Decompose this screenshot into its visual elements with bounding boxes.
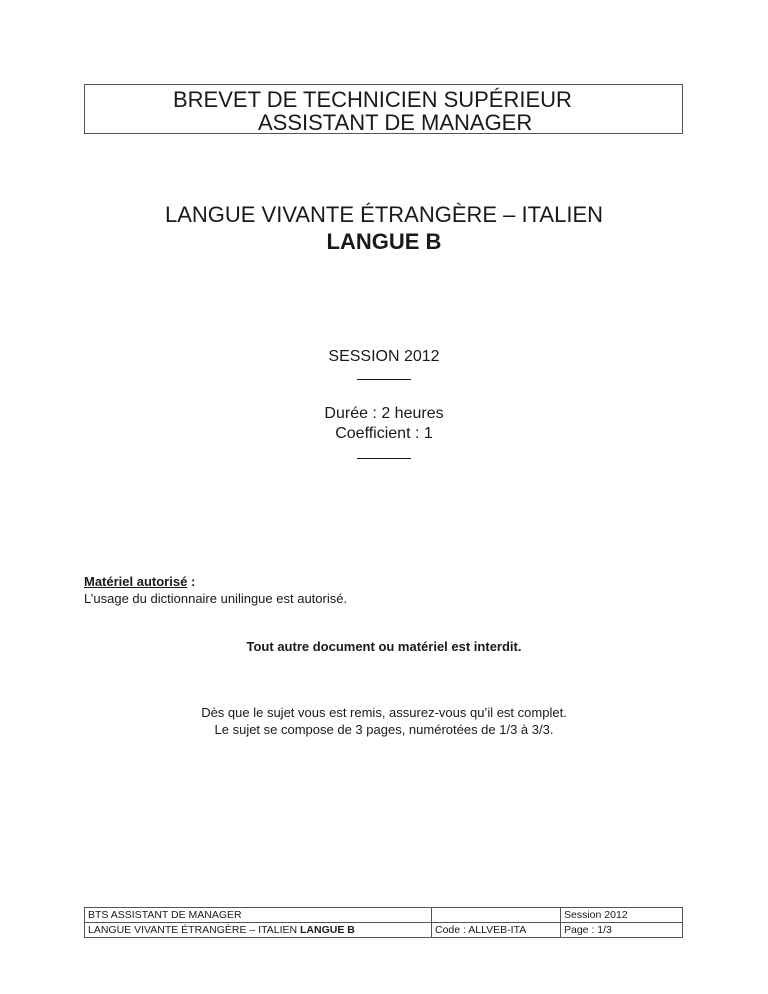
footer-exam-name: BTS ASSISTANT DE MANAGER bbox=[85, 908, 432, 923]
duration-label: Durée : 2 heures bbox=[324, 405, 444, 422]
instruction-line: Le sujet se compose de 3 pages, numérotées de 1/3 à 3/3. bbox=[214, 722, 554, 737]
footer-table bbox=[84, 907, 683, 938]
footer-session: Session 2012 bbox=[561, 908, 683, 923]
instruction-line: Dès que le sujet vous est remis, assurez-vous qu’il est complet. bbox=[201, 705, 567, 720]
forbidden-notice: Tout autre document ou matériel est interdit. bbox=[246, 639, 522, 654]
separator-line bbox=[357, 379, 411, 380]
separator-line bbox=[357, 458, 411, 459]
footer-empty-cell bbox=[432, 908, 561, 923]
exam-title: BREVET DE TECHNICIEN SUPÉRIEUR bbox=[173, 87, 572, 112]
subject-title: LANGUE VIVANTE ÉTRANGÈRE – ITALIEN bbox=[164, 202, 604, 227]
exam-specialty: ASSISTANT DE MANAGER bbox=[258, 110, 533, 135]
subject-level: LANGUE B bbox=[326, 229, 442, 254]
materials-text: L’usage du dictionnaire unilingue est autorisé. bbox=[84, 591, 348, 606]
footer-page-number: Page : 1/3 bbox=[561, 923, 683, 938]
footer-code: Code : ALLVEB-ITA bbox=[432, 923, 561, 938]
materials-heading: Matériel autorisé : bbox=[84, 574, 196, 589]
header-box bbox=[84, 84, 683, 134]
coefficient-label: Coefficient : 1 bbox=[335, 425, 433, 442]
session-label: SESSION 2012 bbox=[328, 348, 440, 365]
footer-subject: LANGUE VIVANTE ÉTRANGÈRE – ITALIEN LANGUE B bbox=[85, 923, 432, 938]
